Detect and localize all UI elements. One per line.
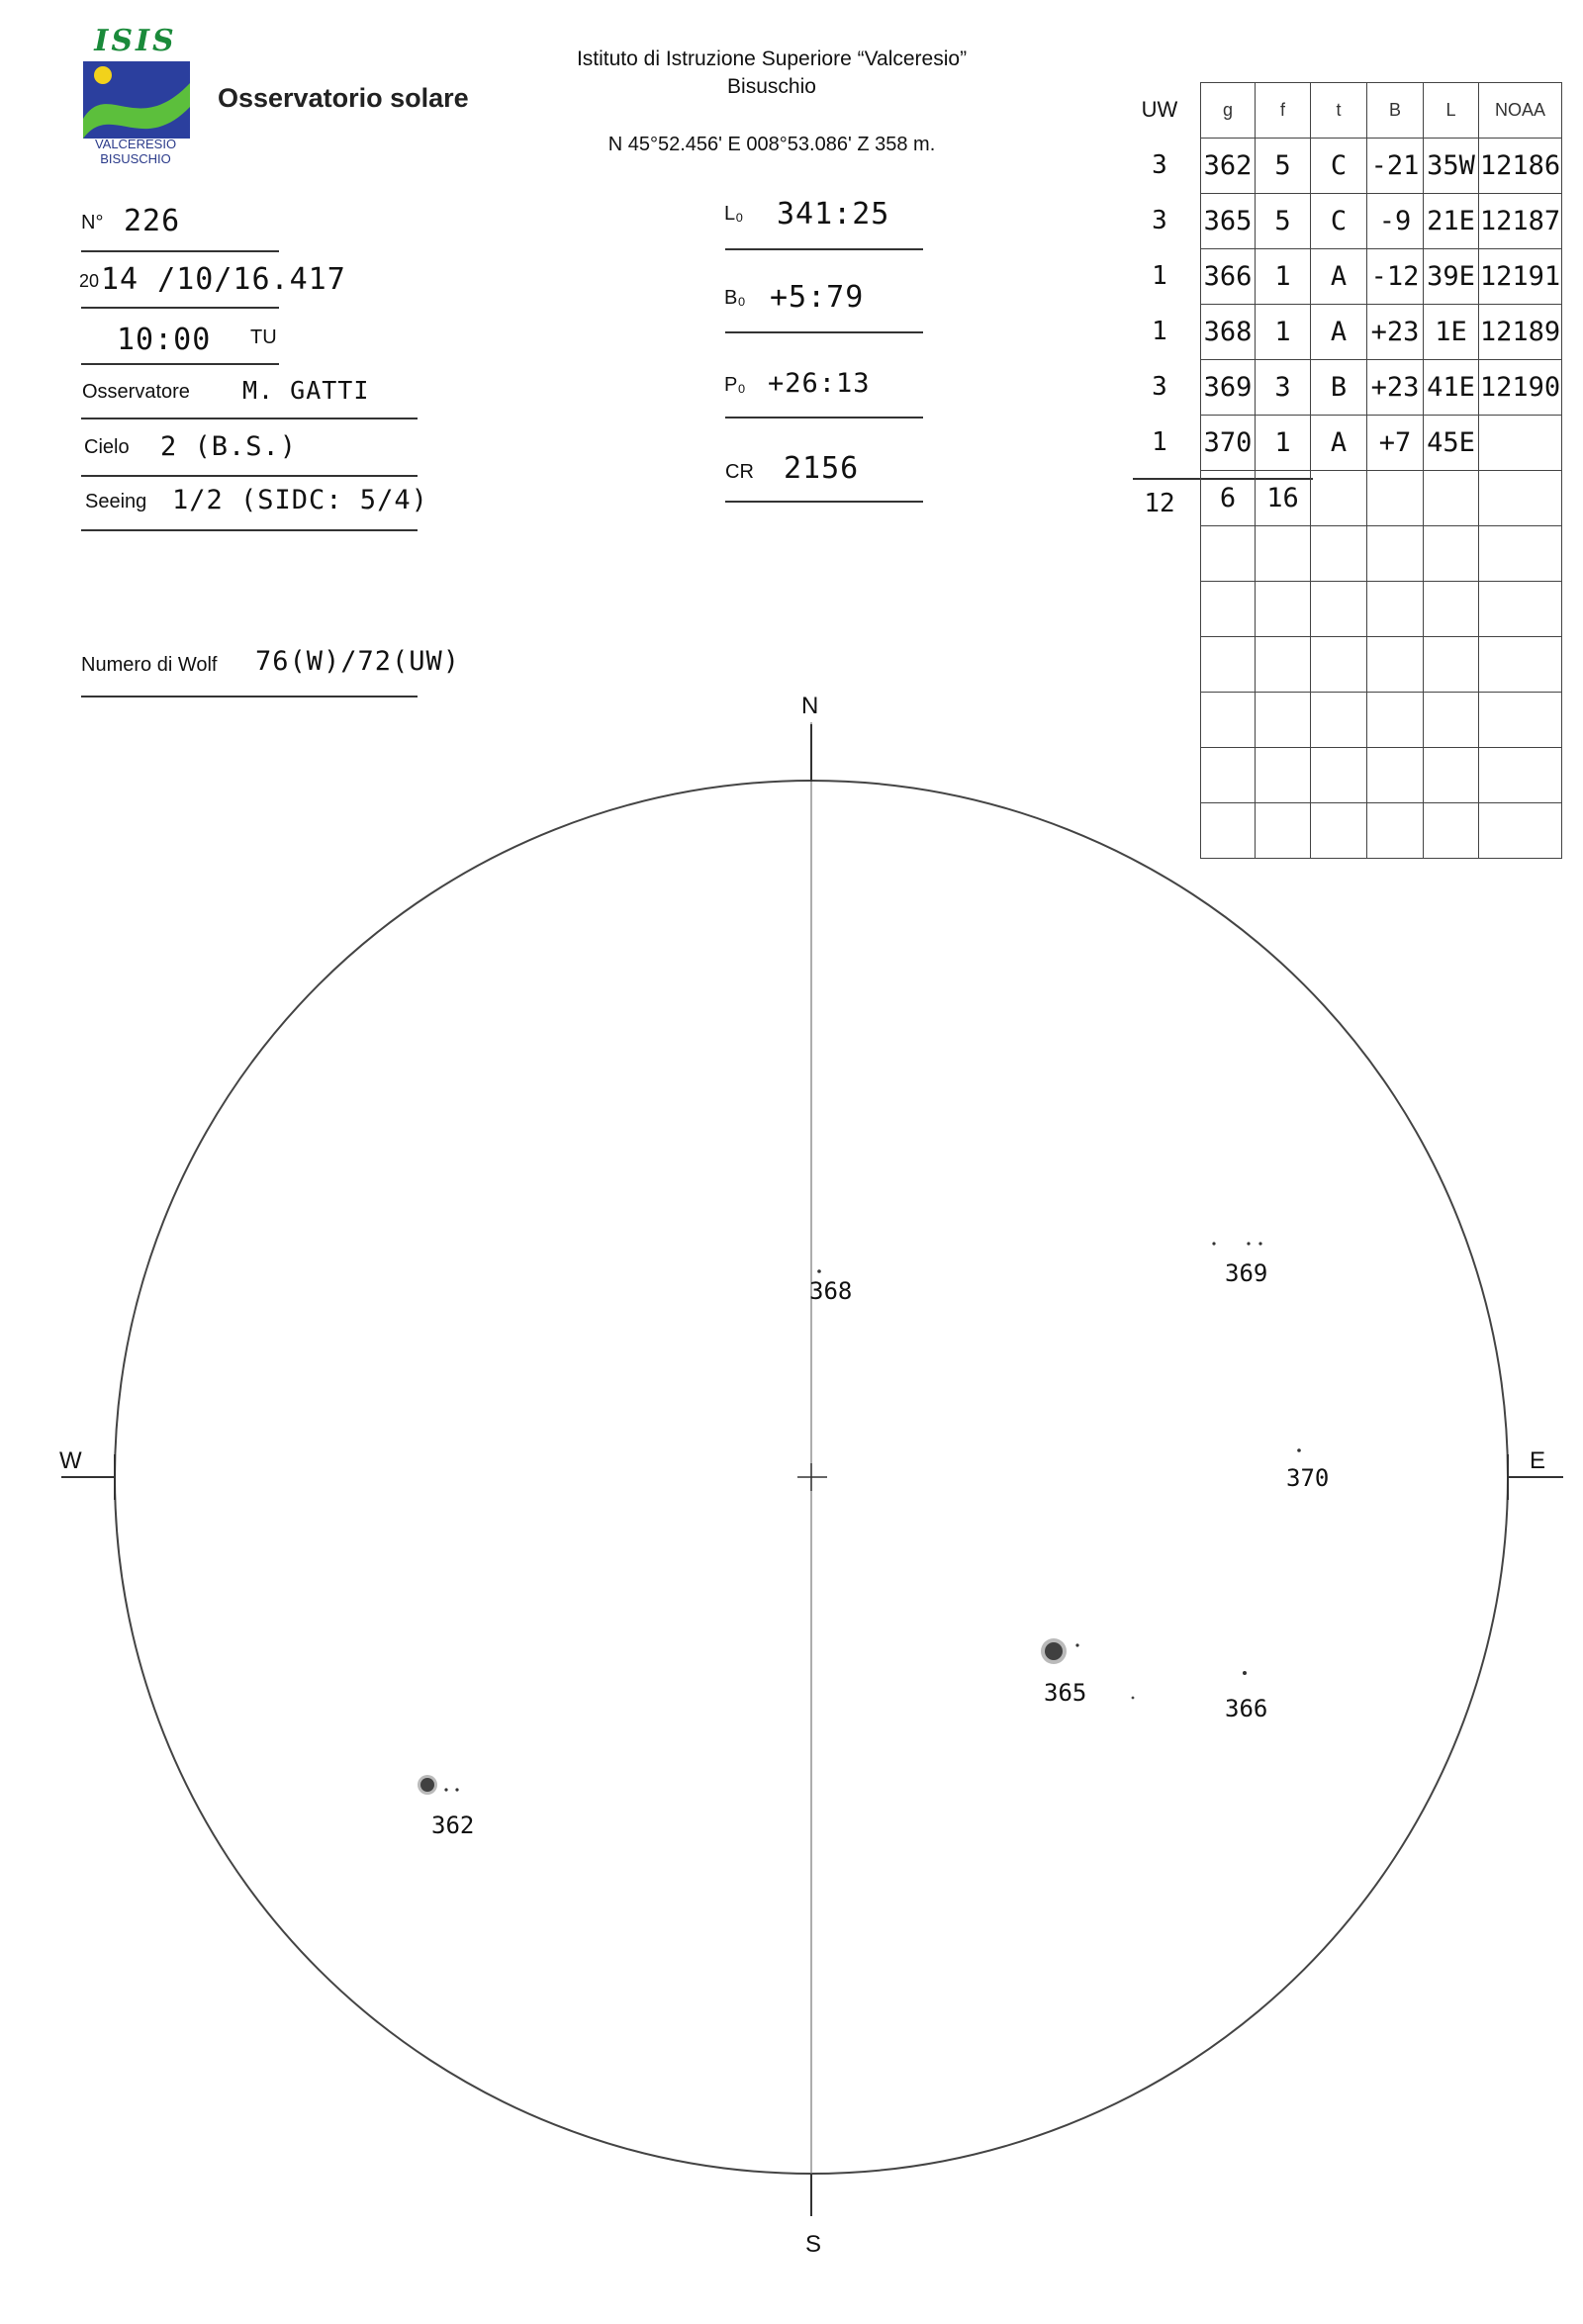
b0-value: +5:79: [770, 280, 865, 315]
sunspot-369: [1258, 1242, 1261, 1245]
uw-value: 1: [1152, 261, 1167, 291]
cell-l: 41E: [1424, 360, 1479, 416]
number-label: N°: [81, 212, 104, 233]
uw-value: 3: [1152, 372, 1167, 402]
cell-noaa: 12186: [1479, 139, 1562, 194]
cell-b: -9: [1367, 194, 1424, 249]
cell-b: +23: [1367, 305, 1424, 360]
west-label: W: [59, 1447, 82, 1474]
cell-l: 39E: [1424, 249, 1479, 305]
sunspot-362-penumbra: [418, 1775, 437, 1795]
cell-l: 1E: [1424, 305, 1479, 360]
observer-label: Osservatore: [82, 381, 190, 403]
sunspot-365-pore: [1075, 1643, 1078, 1646]
cell-l: 45E: [1424, 416, 1479, 471]
cell-l: 35W: [1424, 139, 1479, 194]
sunspot-368: [817, 1269, 821, 1273]
institute-town: Bisuschio: [727, 75, 816, 98]
column-header-g: g: [1201, 83, 1256, 139]
group-label-365: 365: [1044, 1679, 1087, 1707]
column-header-noaa: NOAA: [1479, 83, 1562, 139]
cell-b: -21: [1367, 139, 1424, 194]
observatory-title: Osservatorio solare: [218, 83, 469, 113]
observer-value: M. GATTI: [242, 376, 370, 405]
l0-label: L₀: [724, 203, 744, 225]
cell-t: A: [1311, 249, 1367, 305]
number-value: 226: [124, 204, 181, 238]
total-f: 16: [1256, 471, 1311, 526]
column-header-t: t: [1311, 83, 1367, 139]
cell-b: +7: [1367, 416, 1424, 471]
wolf-value: 76(W)/72(UW): [255, 646, 461, 677]
date-value: 14 /10/16.417: [101, 262, 346, 297]
cell-g: 369: [1201, 360, 1256, 416]
sky-value: 2 (B.S.): [160, 431, 298, 462]
date-prefix: 20: [79, 271, 100, 291]
sunspot-365-penumbra: [1041, 1638, 1067, 1664]
time-unit: TU: [250, 326, 277, 348]
column-header-b: B: [1367, 83, 1424, 139]
institute-name: Istituto di Istruzione Superiore “Valceresio”: [576, 47, 968, 70]
seeing-label: Seeing: [85, 491, 147, 512]
cell-noaa: 12189: [1479, 305, 1562, 360]
cell-t: A: [1311, 416, 1367, 471]
p0-value: +26:13: [768, 368, 871, 399]
cell-t: A: [1311, 305, 1367, 360]
time-value: 10:00: [117, 323, 212, 357]
sunspot-369: [1212, 1242, 1215, 1245]
uw-column-header: UW: [1141, 97, 1178, 122]
sunspot-369: [1247, 1242, 1250, 1245]
seeing-value: 1/2 (SIDC: 5/4): [172, 485, 428, 515]
cell-b: -12: [1367, 249, 1424, 305]
cell-f: 3: [1256, 360, 1311, 416]
cell-g: 362: [1201, 139, 1256, 194]
cell-l: 21E: [1424, 194, 1479, 249]
group-label-369: 369: [1225, 1259, 1268, 1287]
l0-value: 341:25: [777, 197, 890, 232]
total-g: 6: [1201, 471, 1256, 526]
wolf-label: Numero di Wolf: [81, 654, 218, 676]
uw-value: 3: [1152, 206, 1167, 235]
cell-g: 368: [1201, 305, 1256, 360]
cr-value: 2156: [784, 451, 860, 486]
cell-b: +23: [1367, 360, 1424, 416]
cell-noaa: 12190: [1479, 360, 1562, 416]
cell-g: 370: [1201, 416, 1256, 471]
sky-label: Cielo: [84, 436, 130, 458]
sunspot-365-pore: [1132, 1697, 1135, 1700]
uw-value: 1: [1152, 427, 1167, 457]
cell-f: 1: [1256, 249, 1311, 305]
cell-noaa: 12187: [1479, 194, 1562, 249]
north-label: N: [801, 693, 819, 719]
cell-t: B: [1311, 360, 1367, 416]
east-label: E: [1530, 1447, 1546, 1474]
cell-noaa: 12191: [1479, 249, 1562, 305]
group-label-366: 366: [1225, 1695, 1268, 1722]
cell-f: 1: [1256, 416, 1311, 471]
group-label-370: 370: [1286, 1464, 1330, 1492]
uw-total: 12: [1144, 489, 1175, 518]
group-label-368: 368: [809, 1277, 853, 1305]
cr-label: CR: [725, 461, 754, 483]
group-label-362: 362: [431, 1812, 475, 1839]
sunspot-362-pore: [455, 1788, 458, 1791]
south-label: S: [805, 2231, 822, 2258]
cell-g: 365: [1201, 194, 1256, 249]
cell-t: C: [1311, 194, 1367, 249]
sunspot-370: [1297, 1448, 1301, 1452]
logo-subtitle-1: VALCERESIO: [94, 137, 177, 151]
logo-wordmark: ISIS: [94, 24, 177, 58]
uw-value: 1: [1152, 317, 1167, 346]
uw-value: 3: [1152, 150, 1167, 180]
cell-t: C: [1311, 139, 1367, 194]
cell-f: 5: [1256, 139, 1311, 194]
logo-subtitle-2: BISUSCHIO: [100, 151, 171, 166]
p0-label: P₀: [724, 374, 746, 396]
cell-f: 1: [1256, 305, 1311, 360]
cell-g: 366: [1201, 249, 1256, 305]
b0-label: B₀: [724, 287, 746, 309]
column-header-f: f: [1256, 83, 1311, 139]
column-header-l: L: [1424, 83, 1479, 139]
sunspot-362-pore: [444, 1788, 447, 1791]
cell-f: 5: [1256, 194, 1311, 249]
sunspot-366: [1243, 1671, 1247, 1675]
observatory-coordinates: N 45°52.456' E 008°53.086' Z 358 m.: [607, 134, 936, 155]
